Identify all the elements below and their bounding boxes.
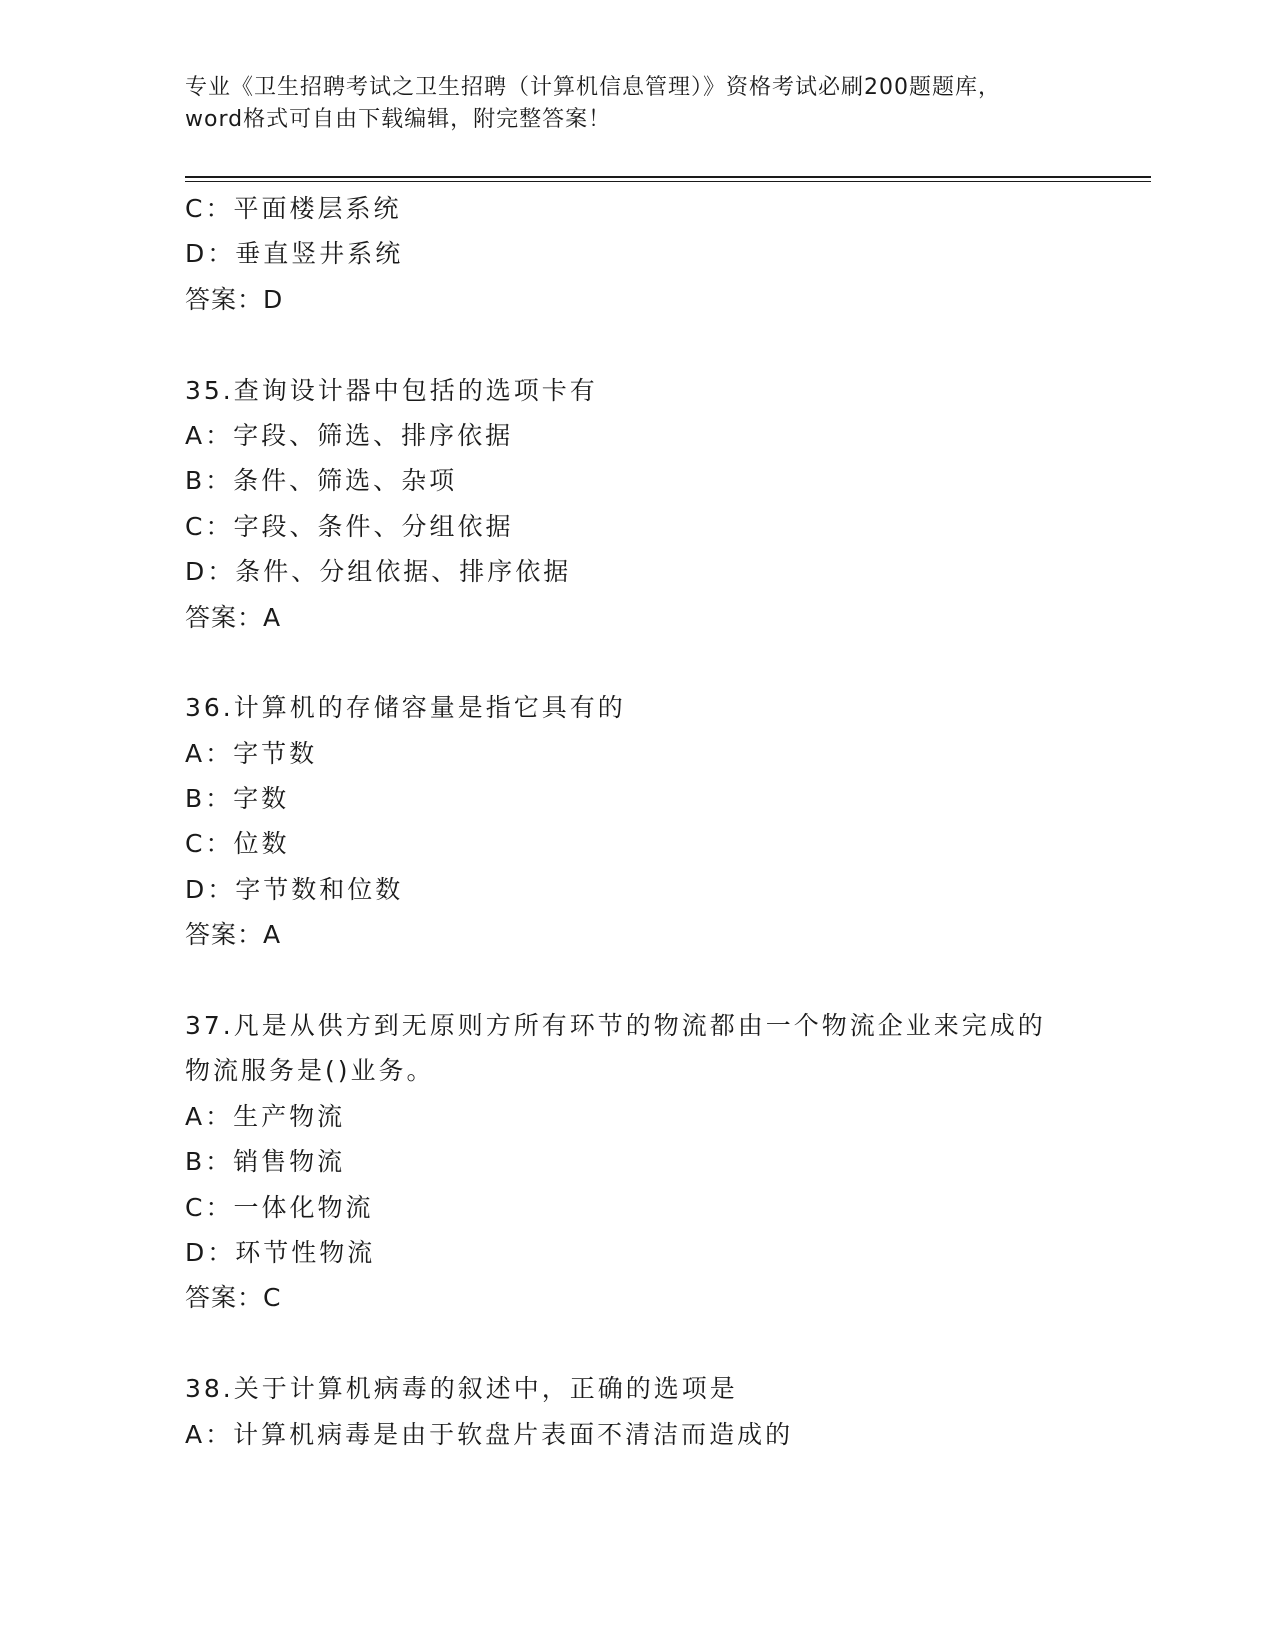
option-d: D：条件、分组依据、排序依据 xyxy=(185,557,572,587)
answer-line: 答案：D xyxy=(185,284,284,314)
spacer xyxy=(185,958,1145,1003)
question-block-37 xyxy=(185,1003,1145,1321)
question-block-38 xyxy=(185,1366,1145,1457)
question-text: 36.计算机的存储容量是指它具有的 xyxy=(185,693,626,723)
question-text: 38.关于计算机病毒的叙述中，正确的选项是 xyxy=(185,1374,738,1404)
question-text-line-1: 37.凡是从供方到无原则方所有环节的物流都由一个物流企业来完成的 xyxy=(185,1011,1046,1041)
option-c: C：平面楼层系统 xyxy=(185,194,402,223)
option-a: A：字段、筛选、排序依据 xyxy=(185,420,514,450)
header-title-line-1: 专业《卫生招聘考试之卫生招聘（计算机信息管理）》资格考试必刷200题题库， xyxy=(185,75,1001,100)
question-text: 35.查询设计器中包括的选项卡有 xyxy=(185,375,598,405)
answer-line: 答案：C xyxy=(185,1283,282,1313)
header-title-line-2: word格式可自由下载编辑，附完整答案！ xyxy=(185,107,612,132)
option-a: A：字节数 xyxy=(185,738,318,768)
option-b: B：条件、筛选、杂项 xyxy=(185,466,458,496)
option-c: C：位数 xyxy=(185,829,290,859)
question-list xyxy=(185,186,1145,1457)
option-a: A：计算机病毒是由于软盘片表面不清洁而造成的 xyxy=(185,1419,794,1449)
header-divider xyxy=(185,176,1151,182)
question-text-line-2: 物流服务是()业务。 xyxy=(185,1056,435,1086)
option-c: C：字段、条件、分组依据 xyxy=(185,511,514,541)
option-a: A：生产物流 xyxy=(185,1101,346,1131)
answer-line: 答案：A xyxy=(185,602,282,632)
option-d: D：垂直竖井系统 xyxy=(185,239,404,269)
spacer xyxy=(185,322,1145,367)
spacer xyxy=(185,640,1145,685)
option-b: B：字数 xyxy=(185,784,290,814)
question-block-35 xyxy=(185,368,1145,640)
option-c: C：一体化物流 xyxy=(185,1192,374,1222)
option-d: D：环节性物流 xyxy=(185,1237,376,1267)
option-b: B：销售物流 xyxy=(185,1147,346,1177)
question-block-36 xyxy=(185,685,1145,957)
option-d: D：字节数和位数 xyxy=(185,874,404,904)
question-block-34 xyxy=(185,186,1145,322)
spacer xyxy=(185,1321,1145,1366)
answer-line: 答案：A xyxy=(185,920,282,950)
document-header xyxy=(185,72,1085,136)
